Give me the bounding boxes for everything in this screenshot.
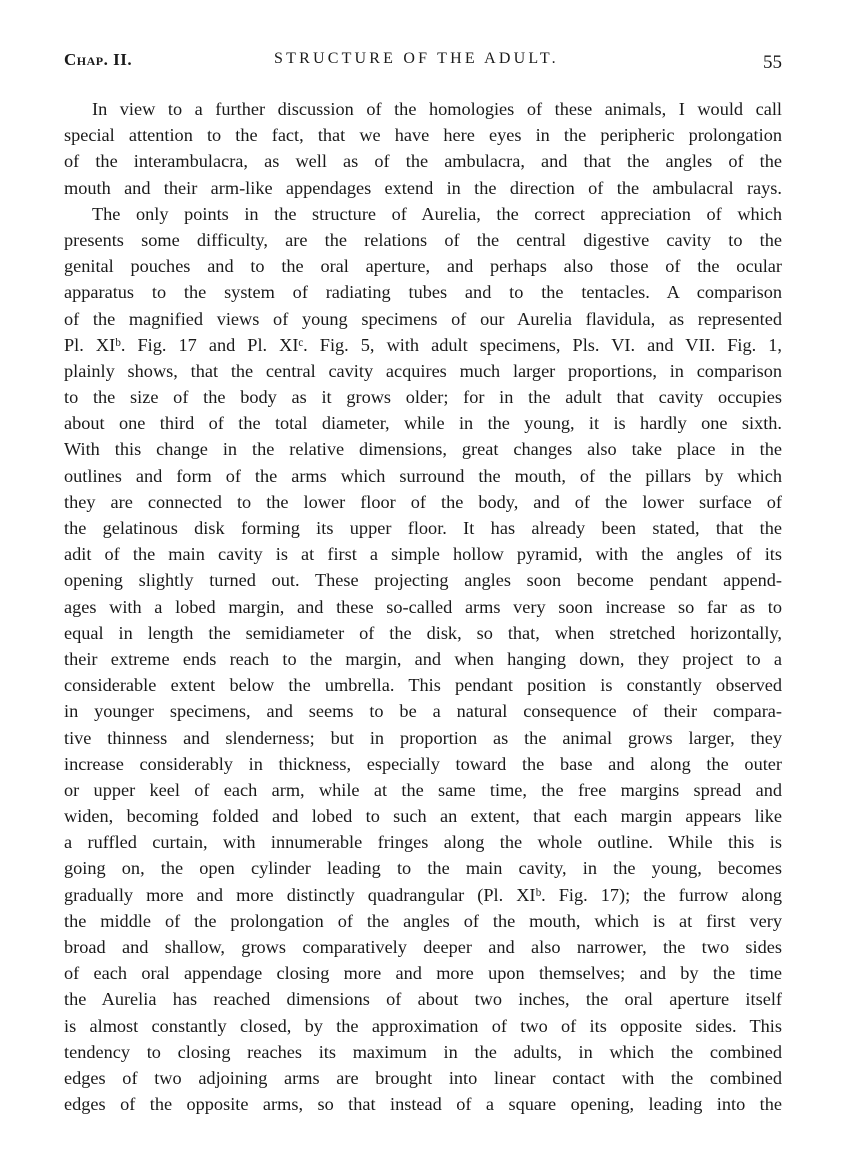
text-line: about one third of the total diameter, while in the young, it is hardly one sixth. — [64, 413, 782, 434]
text-line: or upper keel of each arm, while at the same time, the free margins spread and — [64, 779, 782, 800]
text-line: of the magnified views of young specimens of our Aurelia flavidula, as represented — [64, 308, 782, 329]
text-line: increase considerably in thickness, especially toward the base and along the outer — [64, 753, 782, 774]
text-line: With this change in the relative dimensions, great changes also take place in the — [64, 439, 782, 460]
text-line: In view to a further discussion of the homologies of these animals, I would call — [92, 99, 782, 119]
text-line: considerable extent below the umbrella. This pendant position is constantly observed — [64, 675, 782, 696]
text-line: is almost constantly closed, by the approximation of two of its opposite sides. This — [64, 1015, 782, 1036]
text-line: edges of two adjoining arms are brought into linear contact with the combined — [64, 1067, 782, 1088]
text-line: in younger specimens, and seems to be a natural consequence of their compara- — [64, 701, 782, 722]
text-line: widen, becoming folded and lobed to such an extent, that each margin appears like — [64, 806, 782, 827]
text-line: their extreme ends reach to the margin, and when hanging down, they project to a — [64, 648, 782, 669]
text-line: to the size of the body as it grows older; for in the adult that cavity occupies — [64, 387, 782, 408]
paragraph-2 — [64, 201, 782, 1118]
text-line: they are connected to the lower floor of the body, and of the lower surface of — [64, 491, 782, 512]
text-line: gradually more and more distinctly quadrangular (Pl. XIᵇ. Fig. 17); the furrow along — [64, 884, 782, 905]
paragraph-1 — [64, 96, 782, 201]
text-line: presents some difficulty, are the relations of the central digestive cavity to the — [64, 229, 782, 250]
text-line: adit of the main cavity is at first a simple hollow pyramid, with the angles of its — [64, 544, 782, 565]
running-head — [64, 50, 782, 78]
text-line: apparatus to the system of radiating tubes and to the tentacles. A comparison — [64, 282, 782, 303]
text-line: the middle of the prolongation of the angles of the mouth, which is at first very — [64, 910, 782, 931]
text-line: of each oral appendage closing more and more upon themselves; and by the time — [64, 963, 782, 984]
body-text — [64, 96, 782, 1117]
page-number: 55 — [763, 52, 782, 73]
text-line: the gelatinous disk forming its upper floor. It has already been stated, that the — [64, 518, 782, 538]
text-line: Pl. XIᵇ. Fig. 17 and Pl. XIᶜ. Fig. 5, with adult specimens, Pls. VI. and VII. Fig. 1, — [64, 334, 782, 355]
text-line: going on, the open cylinder leading to the main cavity, in the young, becomes — [64, 858, 782, 879]
text-line: ages with a lobed margin, and these so-called arms very soon increase so far as to — [64, 596, 782, 617]
text-line: broad and shallow, grows comparatively deeper and also narrower, the two sides — [64, 937, 782, 957]
text-line: a ruffled curtain, with innumerable fringes along the whole outline. While this is — [64, 832, 782, 853]
text-line: edges of the opposite arms, so that instead of a square opening, leading into the — [64, 1094, 782, 1115]
text-line: special attention to the fact, that we have here eyes in the peripheric prolongation — [64, 125, 782, 146]
text-line: plainly shows, that the central cavity acquires much larger proportions, in comparison — [64, 360, 782, 381]
text-line: outlines and form of the arms which surround the mouth, of the pillars by which — [64, 465, 782, 486]
running-title: STRUCTURE OF THE ADULT. — [274, 50, 559, 67]
text-line: equal in length the semidiameter of the disk, so that, when stretched horizontally, — [64, 622, 782, 643]
text-line: genital pouches and to the oral aperture, and perhaps also those of the ocular — [64, 256, 782, 277]
text-line: of the interambulacra, as well as of the ambulacra, and that the angles of the — [64, 151, 782, 172]
text-line: the Aurelia has reached dimensions of about two inches, the oral aperture itself — [64, 989, 782, 1010]
text-line: opening slightly turned out. These projecting angles soon become pendant append- — [64, 570, 782, 591]
text-line: The only points in the structure of Aurelia, the correct appreciation of which — [92, 203, 782, 224]
chapter-label: Chap. II. — [64, 50, 133, 69]
text-line: mouth and their arm-like appendages extend in the direction of the ambulacral rays. — [64, 177, 782, 198]
text-line: tive thinness and slenderness; but in proportion as the animal grows larger, they — [64, 727, 782, 748]
text-line: tendency to closing reaches its maximum in the adults, in which the combined — [64, 1041, 782, 1062]
